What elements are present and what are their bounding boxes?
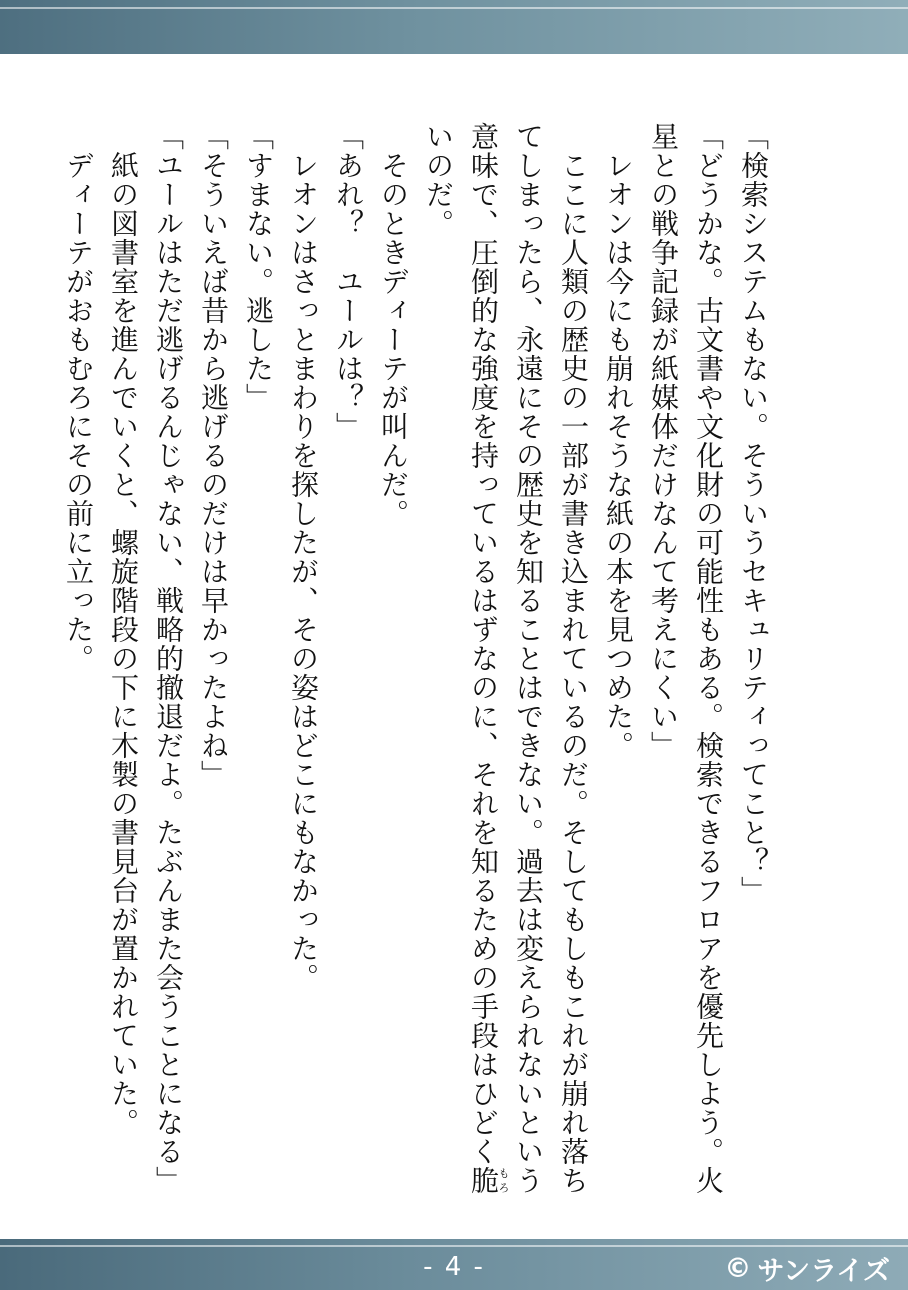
copyright-text: サンライズ — [757, 1255, 890, 1287]
paragraph: 「あれ？ ユールは？」 — [332, 122, 365, 441]
paragraph: 「検索システムもない。そういうセキュリティってこと？」 — [737, 122, 770, 905]
paragraph: 「どうかな。古文書や文化財の可能性もある。検索できるフロアを優先しよう。火星との戦争記録が紙媒体だけなんて考えにくい」 — [647, 122, 725, 1195]
copyright — [724, 1250, 890, 1286]
paragraph: レオンは今にも崩れそうな紙の本を見つめた。 — [602, 122, 635, 760]
paragraph: レオンはさっとまわりを探したが、その姿はどこにもなかった。 — [287, 122, 320, 992]
page-number: - 4 - — [423, 1252, 485, 1282]
novel-text-area — [62, 122, 776, 1200]
paragraph: 「ユールはただ逃げるんじゃない、戦略的撤退だよ。たぶんまた会うことになる」 — [152, 122, 185, 1195]
paragraph: 紙の図書室を進んでいくと、螺旋階段の下に木製の書見台が置かれていた。 — [107, 122, 140, 1137]
footer-divider — [0, 1245, 908, 1247]
vertical-text-body — [62, 122, 776, 1200]
paragraph: ディーテがおもむろにその前に立った。 — [62, 122, 95, 673]
ruby-annotation: 脆もろ — [467, 1166, 510, 1195]
paragraph: 「そういえば昔から逃げるのだけは早かったよね」 — [197, 122, 230, 789]
paragraph: 「すまない。逃した」 — [242, 122, 275, 412]
copyright-symbol: © — [724, 1252, 752, 1284]
paragraph: ここに人類の歴史の一部が書き込まれているのだ。そしてもしもこれが崩れ落ちてしまったら、永遠にその歴史を知ることはできない。過去は変えられないという意味で、圧倒的な強度を持っているはずなのに、それを知るための手段はひどく脆もろいのだ。 — [422, 122, 590, 1195]
ruby-reading: もろ — [497, 1166, 510, 1195]
header-divider — [0, 7, 908, 9]
paragraph: そのときディーテが叫んだ。 — [377, 122, 410, 528]
